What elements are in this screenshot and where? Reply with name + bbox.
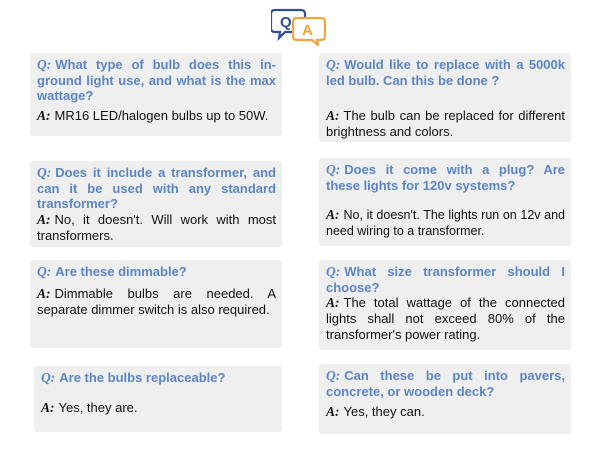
faq-card-6 bbox=[319, 260, 571, 350]
answer-text: No, it doesn't. The lights run on 12v and need wiring to a transformer. bbox=[326, 208, 565, 238]
faq-answer bbox=[37, 212, 276, 244]
a-label: A: bbox=[37, 211, 51, 227]
faq-question bbox=[326, 264, 565, 295]
answer-text: Dimmable bulbs are needed. A separate dimmer switch is also required. bbox=[37, 285, 276, 317]
q-label: Q: bbox=[37, 264, 52, 279]
logo-a-letter: A bbox=[302, 22, 313, 39]
q-label: Q: bbox=[326, 57, 341, 72]
qa-logo-icon bbox=[271, 6, 327, 46]
a-label: A: bbox=[326, 108, 340, 123]
faq-question bbox=[37, 57, 276, 104]
faq-card-7 bbox=[34, 366, 282, 432]
q-label: Q: bbox=[37, 57, 52, 72]
question-text: Are these dimmable? bbox=[55, 264, 187, 279]
a-label: A: bbox=[37, 285, 51, 301]
answer-text: Yes, they are. bbox=[58, 399, 138, 415]
question-text: Does it include a transformer, and can it be used with any standard transformer? bbox=[37, 165, 276, 211]
q-label: Q: bbox=[326, 368, 341, 383]
q-label: Q: bbox=[41, 370, 56, 385]
answer-text: The bulb can be replaced for different brightness and colors. bbox=[326, 108, 565, 139]
faq-question bbox=[37, 165, 276, 212]
answer-text: The total wattage of the connected lights shall not exceed 80% of the transformer's power rating. bbox=[326, 295, 565, 342]
faq-answer bbox=[326, 295, 565, 343]
faq-card-5 bbox=[30, 260, 282, 348]
logo-q-letter: Q bbox=[280, 14, 292, 31]
faq-answer bbox=[326, 404, 565, 420]
faq-card-8 bbox=[319, 364, 571, 434]
faq-question bbox=[326, 57, 565, 88]
a-label: A: bbox=[326, 404, 340, 419]
faq-answer bbox=[37, 286, 276, 318]
q-label: Q: bbox=[326, 162, 341, 177]
faq-card-1 bbox=[30, 53, 282, 136]
q-label: Q: bbox=[37, 165, 52, 180]
faq-question bbox=[41, 370, 276, 386]
answer-text: MR16 LED/halogen bulbs up to 50W. bbox=[54, 107, 269, 123]
question-text: What type of bulb does this in-ground light use, and what is the max wattage? bbox=[37, 57, 276, 103]
faq-answer bbox=[326, 207, 565, 239]
faq-card-4 bbox=[319, 158, 571, 246]
faq-answer bbox=[37, 108, 276, 124]
faq-answer bbox=[326, 108, 565, 140]
answer-text: Yes, they can. bbox=[343, 404, 425, 419]
answer-text: No, it doesn't. Will work with most transformers. bbox=[37, 211, 276, 243]
question-text: Are the bulbs replaceable? bbox=[59, 370, 226, 385]
a-label: A: bbox=[37, 107, 51, 123]
question-text: Would like to replace with a 5000k led bulb. Can this be done ? bbox=[326, 57, 565, 88]
faq-question bbox=[326, 162, 565, 193]
faq-card-2 bbox=[319, 53, 571, 142]
question-text: What size transformer should I choose? bbox=[326, 264, 565, 295]
question-text: Can these be put into pavers, concrete, or wooden deck? bbox=[326, 368, 565, 399]
a-label: A: bbox=[326, 207, 340, 222]
question-text: Does it come with a plug? Are these lights for 120v systems? bbox=[326, 162, 565, 193]
faq-answer bbox=[41, 400, 276, 416]
faq-card-3 bbox=[30, 161, 282, 247]
faq-question bbox=[37, 264, 276, 280]
q-label: Q: bbox=[326, 264, 341, 279]
a-label: A: bbox=[326, 295, 340, 310]
a-label: A: bbox=[41, 399, 55, 415]
faq-question bbox=[326, 368, 565, 399]
